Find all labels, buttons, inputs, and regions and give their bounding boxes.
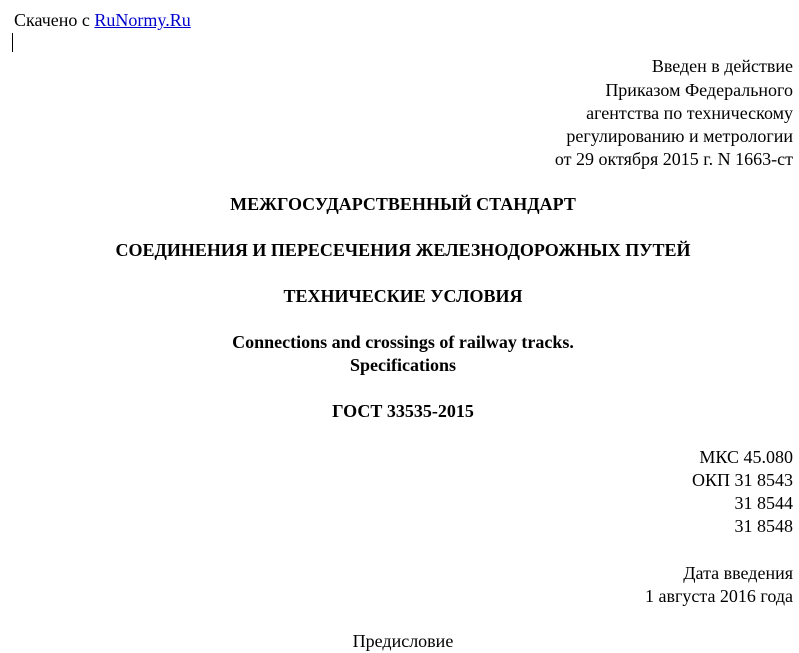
- source-line: [14, 9, 191, 32]
- english-title-line2: Specifications: [350, 355, 456, 375]
- standard-name-heading: СОЕДИНЕНИЯ И ПЕРЕСЕЧЕНИЯ ЖЕЛЕЗНОДОРОЖНЫХ ПУТЕЙ: [115, 240, 691, 260]
- classification-line: ОКП 31 8543: [691, 470, 793, 490]
- classification-line: 31 8548: [734, 516, 793, 536]
- enactment-line: регулированию и метрологии: [566, 126, 793, 146]
- standard-code: ГОСТ 33535-2015: [332, 401, 474, 421]
- text-cursor: [12, 33, 13, 52]
- source-link[interactable]: RuNormy.Ru: [94, 10, 191, 30]
- source-prefix: Скачено с: [14, 10, 90, 30]
- effective-date-value: 1 августа 2016 года: [645, 586, 793, 606]
- standard-type-heading: МЕЖГОСУДАРСТВЕННЫЙ СТАНДАРТ: [230, 194, 576, 214]
- english-title-line1: Connections and crossings of railway tracks.: [232, 332, 574, 352]
- foreword-heading: Предисловие: [352, 631, 454, 651]
- enactment-line: Приказом Федерального: [605, 80, 793, 100]
- classification-line: МКС 45.080: [699, 447, 793, 467]
- standard-subtitle: ТЕХНИЧЕСКИЕ УСЛОВИЯ: [283, 286, 523, 306]
- classification-line: 31 8544: [734, 493, 793, 513]
- enactment-line: Введен в действие: [651, 56, 793, 76]
- enactment-line: агентства по техническому: [586, 103, 793, 123]
- enactment-line: от 29 октября 2015 г. N 1663-ст: [554, 149, 793, 169]
- effective-date-label: Дата введения: [683, 563, 793, 583]
